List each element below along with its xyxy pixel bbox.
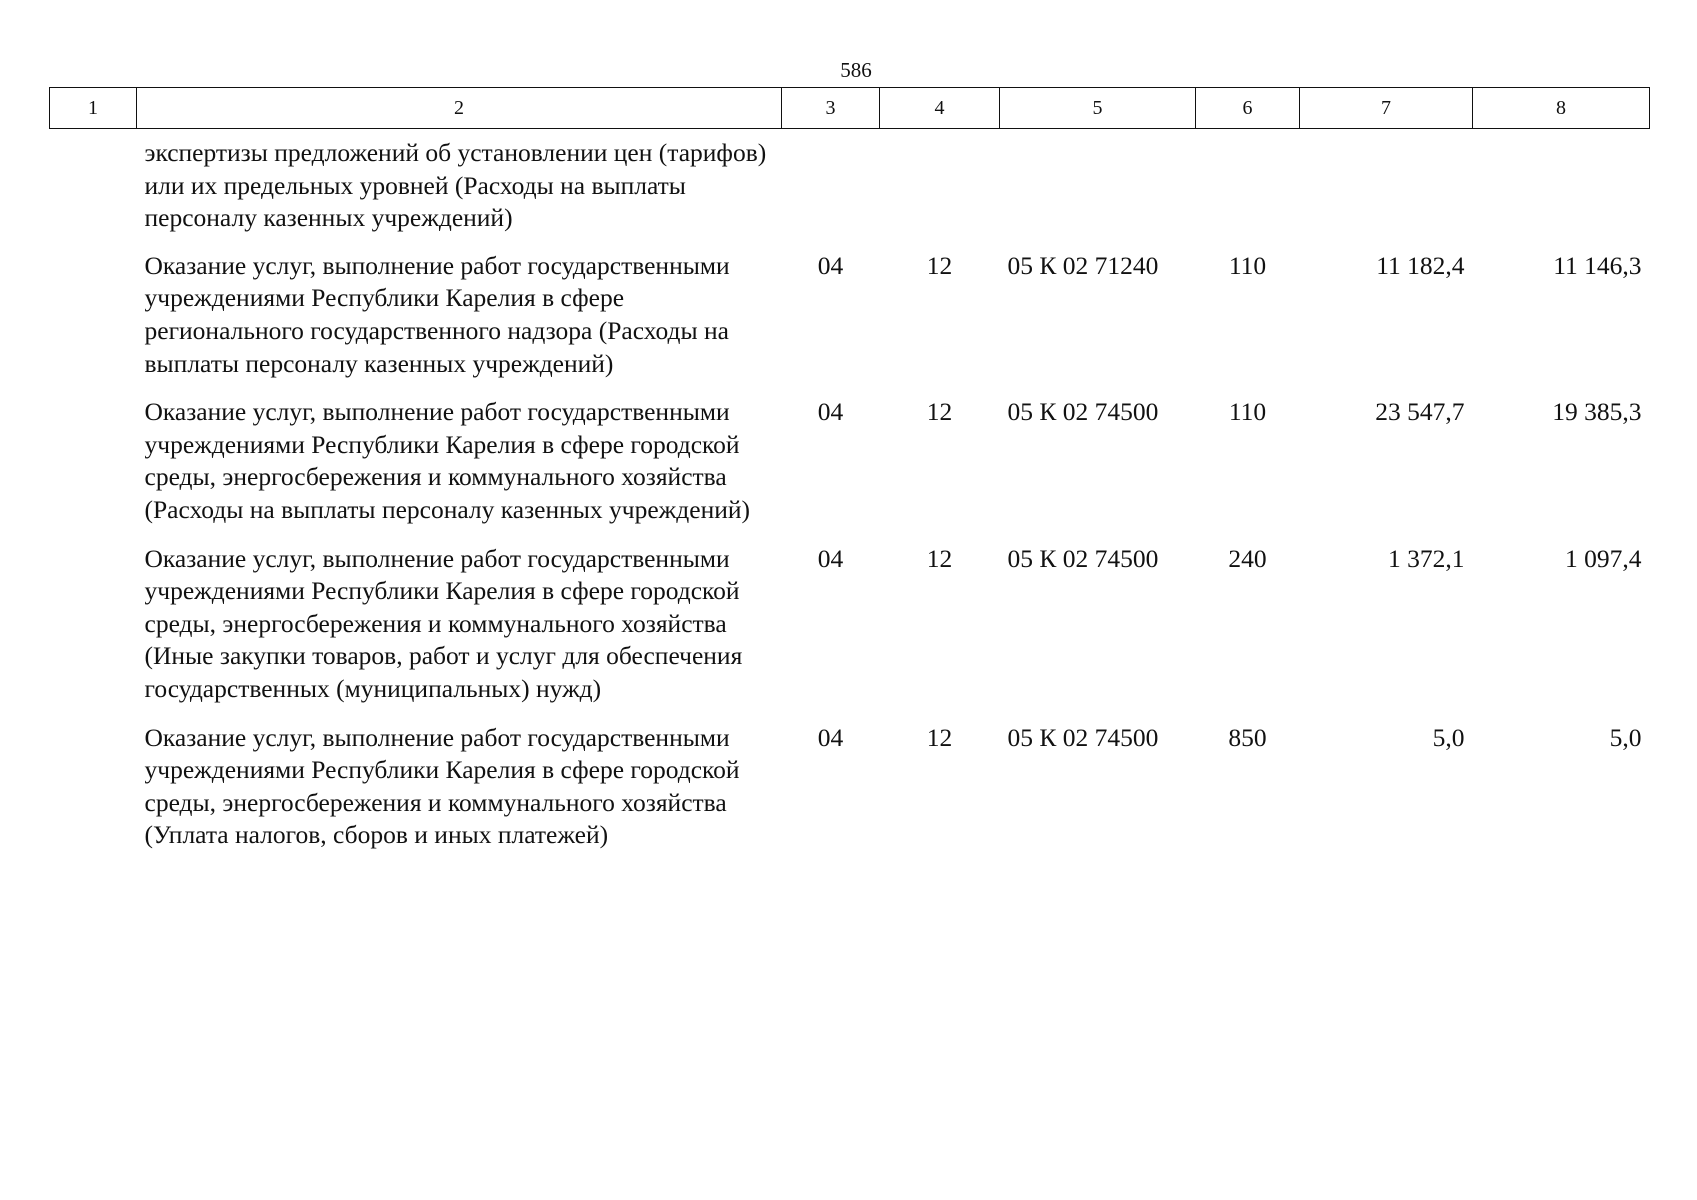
- row-description: Оказание услуг, выполнение работ государственными учреждениями Республики Карелия в сфере городской среды, энергосбережения и коммунального хозяйства (Уплата налогов, сборов и иных платежей): [144, 722, 740, 850]
- header-col-5: 5: [1000, 88, 1196, 129]
- row-col1: [50, 248, 137, 394]
- header-col-6: 6: [1196, 88, 1300, 129]
- row-expense-type: 110: [1228, 250, 1267, 280]
- row-subsection: 12: [926, 397, 953, 427]
- row-subsection: 12: [926, 543, 953, 573]
- header-col-8: 8: [1473, 88, 1650, 129]
- header-row: [50, 88, 1650, 129]
- row-amount-1: 11 182,4: [1376, 250, 1465, 280]
- page-number: 586: [840, 58, 872, 82]
- row-expense-type: 240: [1228, 543, 1267, 573]
- row-target-article: 05 К 02 74500: [1007, 722, 1159, 752]
- row-subsection: 12: [926, 250, 953, 280]
- table-row: [50, 248, 1650, 394]
- table-row: [50, 720, 1650, 866]
- row-description: Оказание услуг, выполнение работ государственными учреждениями Республики Карелия в сфере регионального государственного надзора (Расходы на выплаты персоналу казенных учреждений): [144, 250, 730, 378]
- row-amount-2: 11 146,3: [1553, 250, 1642, 280]
- row-amount-1: [1300, 129, 1473, 248]
- row-section: [782, 129, 880, 248]
- row-col1: [50, 720, 137, 866]
- header-col-2: 2: [137, 88, 782, 129]
- row-target-article: [1000, 129, 1196, 248]
- row-description: Оказание услуг, выполнение работ государственными учреждениями Республики Карелия в сфере городской среды, энергосбережения и коммунального хозяйства (Иные закупки товаров, работ и услуг для обеспечения государственных (муниципальных) нужд): [144, 543, 743, 703]
- row-amount-1: 5,0: [1432, 722, 1465, 752]
- row-section: 04: [817, 250, 844, 280]
- row-amount-1: 23 547,7: [1375, 397, 1465, 427]
- row-amount-2: 19 385,3: [1552, 397, 1642, 427]
- row-section: 04: [817, 397, 844, 427]
- row-subsection: [880, 129, 1000, 248]
- table-row: [50, 394, 1650, 540]
- row-amount-2: 1 097,4: [1565, 543, 1642, 573]
- row-expense-type: 110: [1228, 397, 1267, 427]
- row-description: Оказание услуг, выполнение работ государственными учреждениями Республики Карелия в сфере городской среды, энергосбережения и коммунального хозяйства (Расходы на выплаты персоналу казенных учреждений): [144, 397, 751, 524]
- table-body: [50, 129, 1650, 866]
- row-col1: [50, 541, 137, 720]
- row-amount-2: [1473, 129, 1650, 248]
- row-target-article: 05 К 02 74500: [1007, 543, 1159, 573]
- table-row: [50, 129, 1650, 248]
- row-section: 04: [817, 722, 844, 752]
- header-col-1: 1: [50, 88, 137, 129]
- row-expense-type: 850: [1228, 722, 1267, 752]
- row-target-article: 05 К 02 74500: [1007, 397, 1159, 427]
- row-description: экспертизы предложений об установлении цен (тарифов) или их предельных уровней (Расходы на выплаты персоналу казенных учреждений): [144, 138, 767, 233]
- row-amount-2: 5,0: [1609, 722, 1642, 752]
- header-col-7: 7: [1300, 88, 1473, 129]
- row-subsection: 12: [926, 722, 953, 752]
- header-col-3: 3: [782, 88, 880, 129]
- row-col1: [50, 394, 137, 540]
- table-row: [50, 541, 1650, 720]
- header-col-4: 4: [880, 88, 1000, 129]
- row-section: 04: [817, 543, 844, 573]
- table-header: [50, 88, 1650, 129]
- row-amount-1: 1 372,1: [1388, 543, 1465, 573]
- budget-table: [49, 87, 1650, 866]
- row-target-article: 05 К 02 71240: [1007, 250, 1159, 280]
- row-expense-type: [1196, 129, 1300, 248]
- row-col1: [50, 129, 137, 248]
